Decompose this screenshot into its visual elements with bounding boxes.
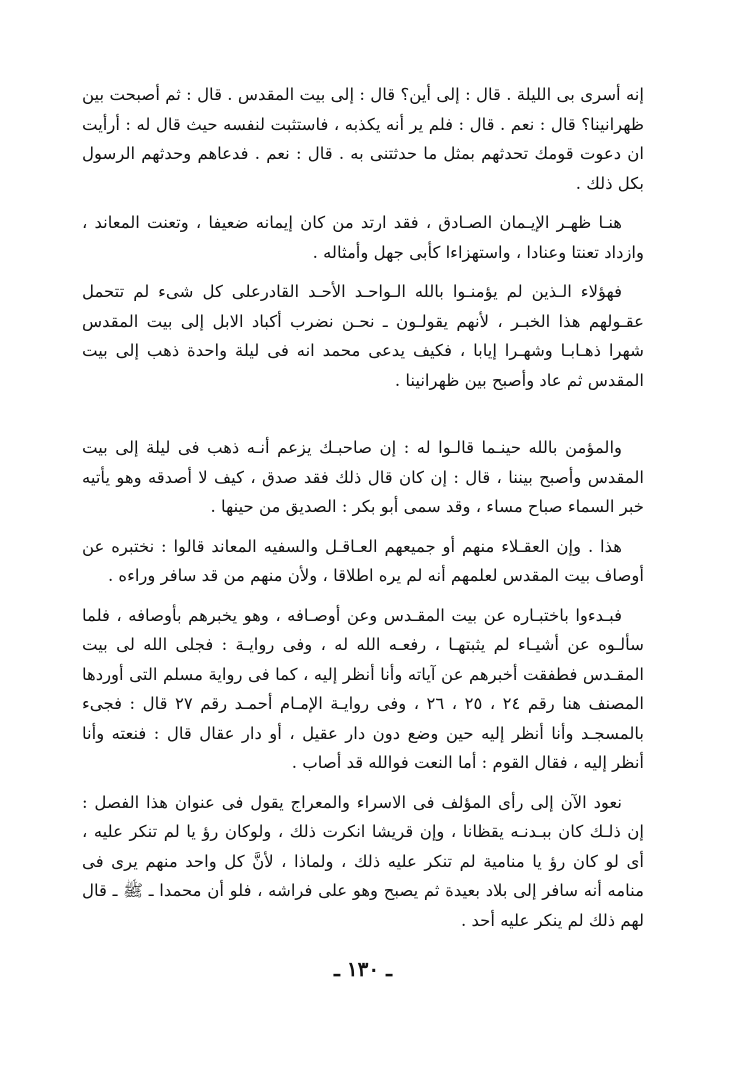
page-number: ـ ١٣٠ ـ bbox=[334, 957, 392, 981]
page-content bbox=[82, 80, 644, 981]
paragraph-4: والمؤمن بالله حينـما قالـوا له : إن صاحبـك يزعم أنـه ذهب فى ليلة إلى بيت المقدس وأصبح بيننا ، قال : إن كان قال ذلك فقد صدق ، كيف لا أصدقه وهو يأتيه خبر السماء صباح مساء ، وقد سمى أبو بكر : الصديق من حينها . bbox=[82, 438, 644, 516]
paragraph-1: إنه أسرى بى الليلة . قال : إلى أين؟ قال : إلى بيت المقدس . قال : ثم أصبحت بين ظهرانينا؟ قال : نعم . قال : فلم ير أنه يكذبه ، فاستثبت لنفسه حيث قال له : أرأيت ان دعوت قومك تحدثهم بمثل ما حدثتنى به . قال : نعم . فدعاهم وحدثهم الرسول بكل ذلك . bbox=[82, 85, 644, 193]
paragraph-7: نعود الآن إلى رأى المؤلف فى الاسراء والمعراج يقول فى عنوان هذا الفصل : إن ذلـك كان ببـدنـه يقظانا ، وإن قريشا انكرت ذلك ، ولوكان رؤ يا لم تنكر عليه ، أى لو كان رؤ يا منامية لم تنكر عليه ذلك ، ولماذا ، لأنَّ كل واحد منهم يرى فى منامه أنه سافر إلى بلاد بعيدة ثم يصبح وهو على فراشه ، فلو أن محمدا ـ ﷺ ـ قال لهم ذلك لم ينكر عليه أحد . bbox=[82, 792, 644, 930]
paragraph-2: هنـا ظهـر الإيـمان الصـادق ، فقد ارتد من كان إيمانه ضعيفا ، وتعنت المعاند ، وازداد تعنتا وعنادا ، واستهزاءا كأبى جهل وأمثاله . bbox=[82, 213, 644, 262]
paragraph-3: فهؤلاء الـذين لم يؤمنـوا بالله الـواحـد الأحـد القادرعلى كل شىء لم تتحمل عقـولهم هذا الخبـر ، لأنهم يقولـون ـ نحـن نضرب أكباد الابل إلى بيت المقدس شهرا ذهـابـا وشهـرا إيابا ، فكيف يدعى محمد انه فى ليلة واحدة ذهب إلى بيت المقدس ثم عاد وأصبح بين ظهرانينا . bbox=[82, 282, 644, 390]
paragraph-5: هذا . وإن العقـلاء منهم أو جميعهم العـاقـل والسفيه المعاند قالوا : نختبره عن أوصاف بيت المقدس لعلمهم أنه لم يره اطلاقا ، ولأن منهم من قد سافر وراءه . bbox=[82, 536, 644, 585]
paragraph-6: فبـدءوا باختبـاره عن بيت المقـدس وعن أوصـافه ، وهو يخبرهم بأوصافه ، فلما سألـوه عن أشيـاء لم يثبتهـا ، رفعـه الله له ، وفى روايـة : فجلى الله لى بيت المقـدس فطفقت أخبرهم عن آياته وأنا أنظر إليه ، كما فى رواية مسلم التى أوردها المصنف هنا رقم ٢٤ ، ٢٥ ، ٢٦ ، وفى روايـة الإمـام أحمـد رقم ٢٧ قال : فجىء بالمسجـد وأنا أنظر إليه حين وضع دون دار عقيل ، أو دار عقال قال : فنعته وأنا أنظر إليه ، فقال القوم : أما النعت فوالله قد أصاب . bbox=[82, 605, 644, 772]
